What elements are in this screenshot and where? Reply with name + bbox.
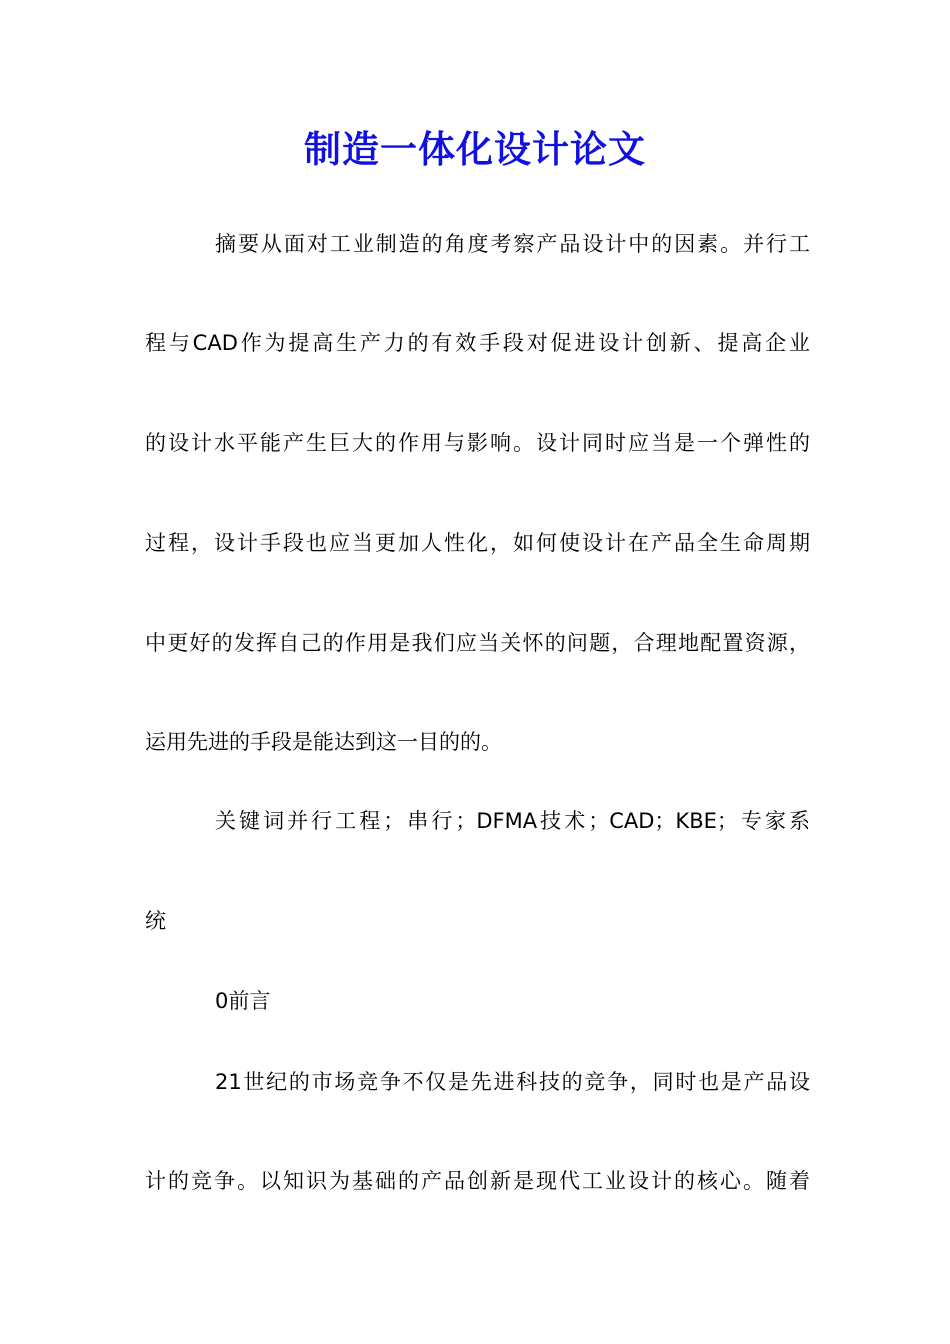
abstract-line-4: 过程，设计手段也应当更加人性化，如何使设计在产品全生命周期 xyxy=(145,531,810,555)
abstract-line-3: 的设计水平能产生巨大的作用与影响。设计同时应当是一个弹性的 xyxy=(145,431,810,455)
abstract-line-2: 程与CAD作为提高生产力的有效手段对促进设计创新、提高企业 xyxy=(145,331,810,355)
document-title: 制造一体化设计论文 xyxy=(304,127,646,171)
abstract-line-1: 摘要从面对工业制造的角度考察产品设计中的因素。并行工 xyxy=(215,232,810,256)
abstract-line-5: 中更好的发挥自己的作用是我们应当关怀的问题，合理地配置资源， xyxy=(145,631,810,655)
keywords-line-1: 关键词并行工程；串行；DFMA技术；CAD；KBE；专家系 xyxy=(215,809,810,833)
body-line-2: 计的竞争。以知识为基础的产品创新是现代工业设计的核心。随着 xyxy=(145,1169,810,1193)
body-line-1: 21世纪的市场竞争不仅是先进科技的竞争，同时也是产品设 xyxy=(215,1070,810,1094)
keywords-line-2: 统 xyxy=(145,909,166,933)
abstract-line-6: 运用先进的手段是能达到这一目的的。 xyxy=(145,730,502,754)
section-heading: 0前言 xyxy=(215,989,271,1013)
